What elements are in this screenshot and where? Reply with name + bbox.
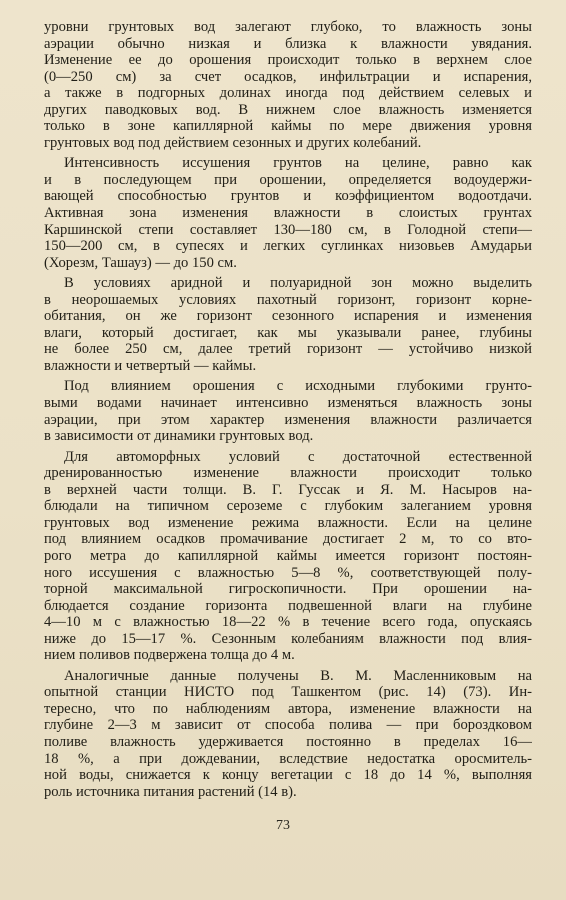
page-body-text [44,19,532,800]
paragraph [44,668,532,800]
text-line: аэрации обычно низкая и близка к влажности увядания. [44,35,532,52]
text-line: Активная зона изменения влажности в слоистых грунтах [44,205,532,222]
text-line: в неорошаемых условиях пахотный горизонт, горизонт корне- [44,291,532,308]
text-line: только в зоне капиллярной каймы по мере движения уровня [44,118,532,135]
text-line: аэрации, при этом характер изменения влажности различается [44,411,532,428]
text-line: Под влиянием орошения с исходными глубокими грунто- [64,378,532,395]
text-line: в верхней части толщи. В. Г. Гуссак и Я. М. Насыров на- [44,481,532,498]
text-line: ной воды, снижается к концу вегетации с 18 до 14 %, выполняя [44,767,532,784]
paragraph [44,155,532,271]
page-number: 73 [276,818,290,833]
text-line: блюдали на типичном сероземе с глубоким залеганием уровня [44,498,532,515]
text-line: уровни грунтовых вод залегают глубоко, то влажность зоны [44,19,532,35]
text-line: влажности и четвертый — каймы. [44,357,257,374]
text-line: под влиянием осадков промачивание достигает 2 м, то со вто- [44,531,532,548]
text-line: опытной станции НИСТО под Ташкентом (рис. 14) (73). Ин- [44,684,532,701]
text-line: ниже до 15—17 %. Сезонным колебаниям влажности под влия- [44,630,532,647]
text-line: и в последующем при орошении, определяется водоудержи- [44,171,532,188]
text-line: торной максимальной гигроскопичности. При орошении на- [44,581,532,598]
text-line: роль источника питания растений (14 в). [44,783,297,800]
text-line: ного иссушения с влажностью 5—8 %, соответствующей полу- [44,564,532,581]
text-line: Изменение ее до орошения происходит только в верхнем слое [44,52,532,69]
text-line: вающей способностью грунтов и коэффициентом водоотдачи. [44,188,532,205]
paragraph [44,19,532,151]
text-line: 18 %, а при дождевании, вследствие недостатка оросмитель- [44,750,532,767]
text-line: Для автоморфных условий с достаточной естественной [64,448,532,465]
text-line: блюдается создание горизонта подвешенной влаги на глубине [44,597,532,614]
text-line: выми водами начинает интенсивно изменяться влажность зоны [44,395,532,412]
text-line: дренированностью изменение влажности происходит только [44,465,532,482]
paragraph [44,378,532,444]
text-line: Аналогичные данные получены В. М. Масленниковым на [64,667,532,684]
text-line: Каршинской степи составляет 130—180 см, в Голодной степи— [44,221,532,238]
text-line: грунтовых вод изменение режима влажности. Если на целине [44,514,532,531]
text-line: 150—200 см, в супесях и легких суглинках низовьев Амударьи [44,238,532,255]
text-line: влаги, который достигает, как мы указывали ранее, глубины [44,324,532,341]
text-line: а также в подгорных долинах иногда под действием селевых и [44,85,532,102]
text-line: рого метра до капиллярной каймы имеется горизонт постоян- [44,547,532,564]
text-line: поливе влажность удерживается постоянно в пределах 16— [44,733,532,750]
text-line: В условиях аридной и полуаридной зон можно выделить [64,275,532,292]
text-line: обитания, он же горизонт сезонного испарения и изменения [44,308,532,325]
text-line: не более 250 см, далее третий горизонт — устойчиво низкой [44,341,532,358]
text-line: 4—10 м с влажностью 18—22 % в течение всего года, опускаясь [44,614,532,631]
text-line: глубине 2—3 м зависит от способа полива — при бороздковом [44,717,532,734]
text-line: (0—250 см) за счет осадков, инфильтрации и испарения, [44,68,532,85]
text-line: (Хорезм, Ташауз) — до 150 см. [44,254,237,271]
text-line: тересно, что по наблюдениям автора, изменение влажности на [44,700,532,717]
text-line: в зависимости от динамики грунтовых вод. [44,428,314,445]
text-line: нием поливов подвержена толща до 4 м. [44,647,295,664]
text-line: других паводковых вод. В нижнем слое влажность изменяется [44,101,532,118]
paragraph [44,449,532,664]
text-line: Интенсивность иссушения грунтов на целине, равно как [64,155,532,172]
text-line: грунтовых вод под действием сезонных и других колебаний. [44,134,422,151]
paragraph [44,275,532,374]
